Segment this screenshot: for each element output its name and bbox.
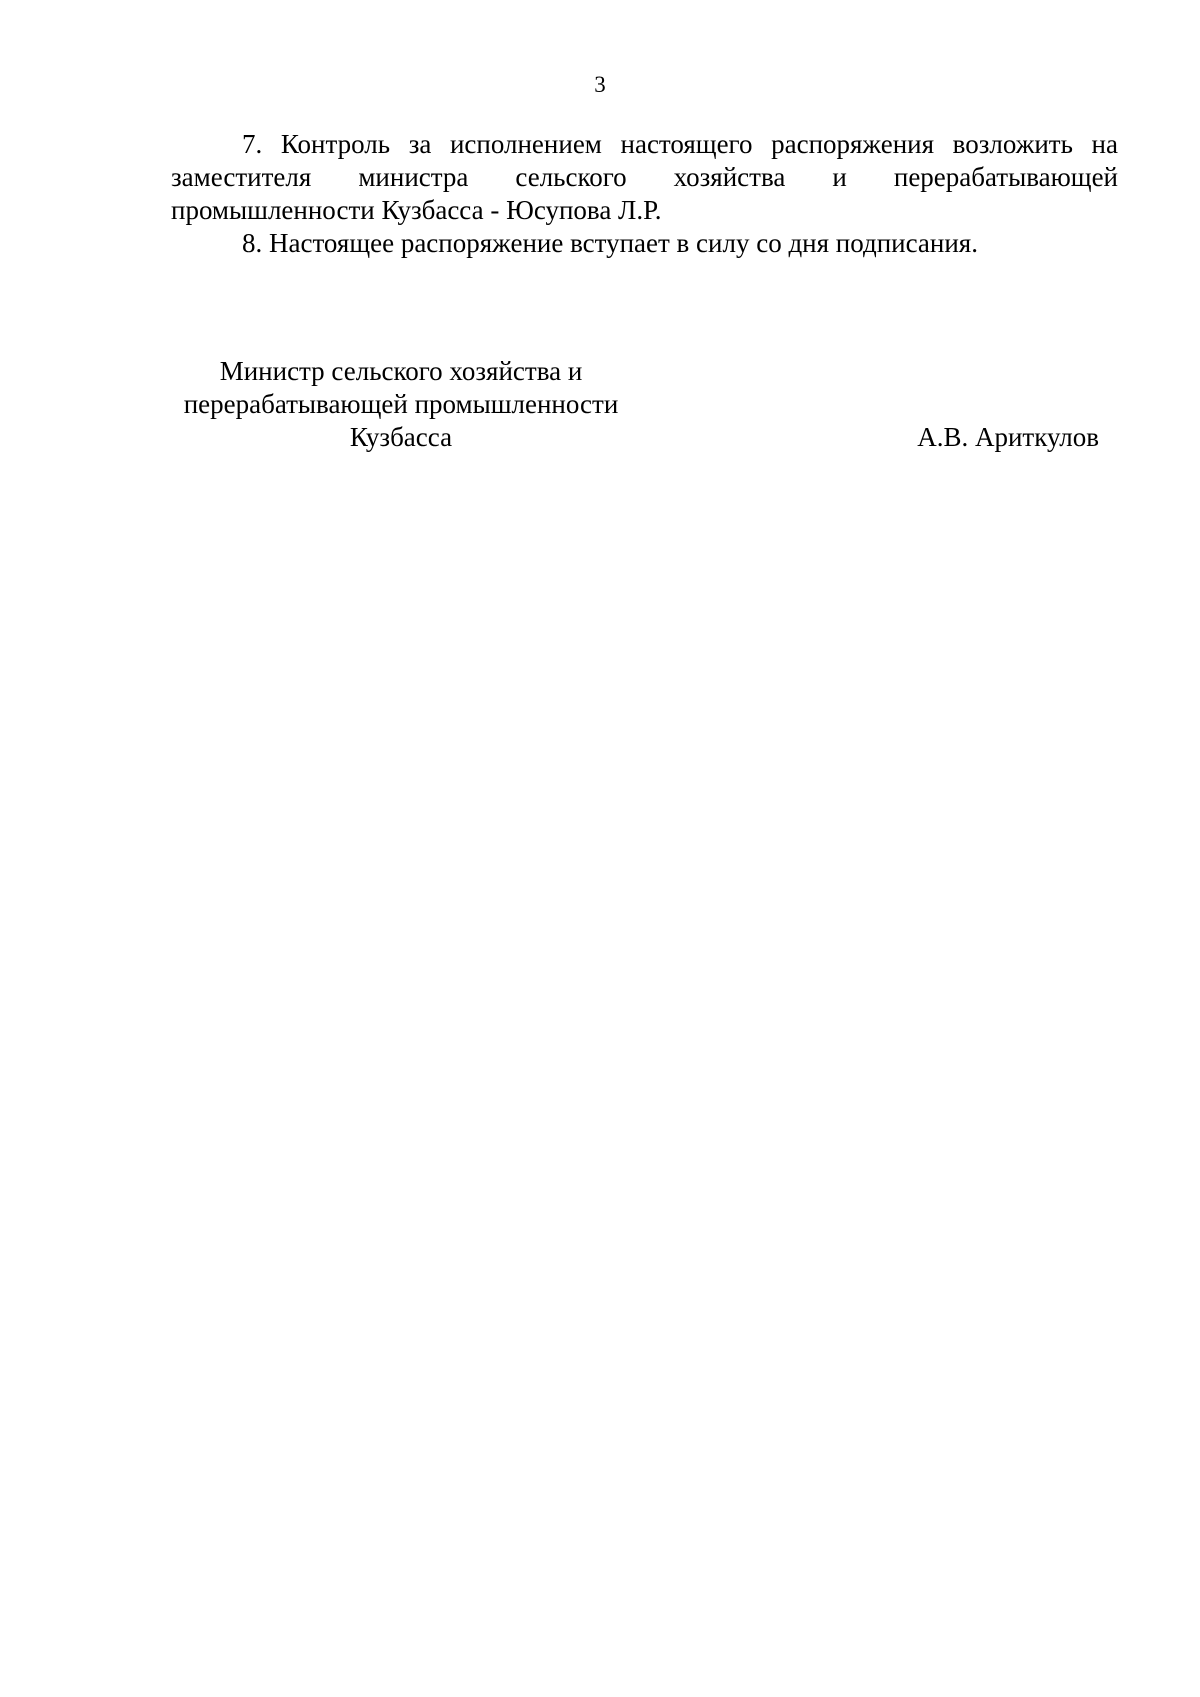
page-number: 3 bbox=[594, 72, 606, 97]
signatory-title-line-1: Министр сельского хозяйства и bbox=[219, 356, 583, 386]
signatory-title-line-3: Кузбасса bbox=[349, 422, 453, 452]
signature-block bbox=[171, 355, 1118, 475]
clause-7: 7. Контроль за исполнением настоящего распоряжения возложить на заместителя министра сельского хозяйства и перерабатывающей промышленности Кузбасса - Юсупова Л.Р. bbox=[171, 129, 1118, 225]
document-body bbox=[171, 128, 1118, 260]
signatory-title bbox=[171, 355, 631, 454]
clause-8: 8. Настоящее распоряжение вступает в силу со дня подписания. bbox=[242, 228, 978, 258]
signatory-name: А.В. Ариткулов bbox=[917, 422, 1099, 452]
signatory-title-line-2: перерабатывающей промышленности bbox=[183, 389, 619, 419]
